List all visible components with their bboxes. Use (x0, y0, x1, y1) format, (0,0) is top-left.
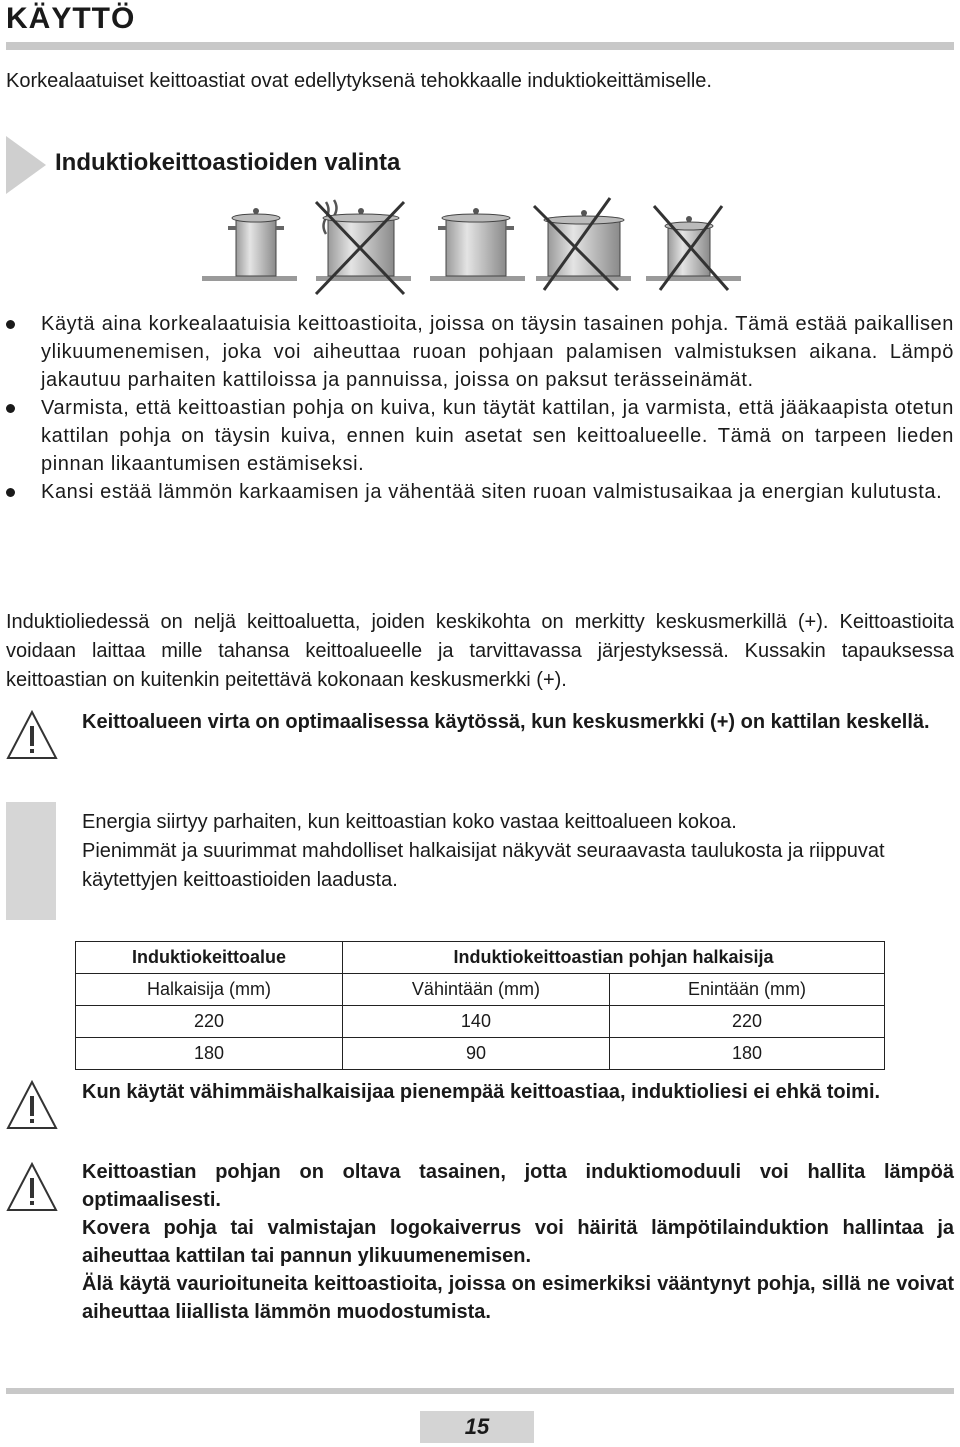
page-number: 15 (420, 1411, 534, 1443)
table-row (76, 1038, 885, 1070)
bullet-list (6, 310, 954, 506)
section-arrow-icon (6, 136, 46, 194)
list-item: Varmista, että keittoastian pohja on kuiva, kun täytät kattilan, ja varmista, että jääkaapista otetun kattilan pohja on täysin kuiva, ennen kuin asetat sen keittoalueelle. Tämä on tarpeen lieden pinnan likaantumisen estämiseksi. (6, 394, 954, 478)
title-rule (6, 42, 954, 50)
info-line: Energia siirtyy parhaiten, kun keittoastian koko vastaa keittoalueen kokoa. (82, 811, 737, 833)
table-subheader: Enintään (mm) (609, 974, 884, 1006)
table-row (76, 1006, 885, 1038)
table-subheader: Vähintään (mm) (342, 974, 609, 1006)
warning-triangle-icon (6, 710, 58, 760)
info-marker (6, 802, 56, 920)
warning-triangle-icon (6, 1162, 58, 1212)
bullet-icon (6, 320, 15, 329)
cookware-suitability-icon (198, 194, 748, 298)
table-row (76, 974, 885, 1006)
body-paragraph: Induktioliedessä on neljä keittoaluetta, joiden keskikohta on merkitty keskusmerkillä (+). Keittoastioita voidaan laittaa mille tahansa keittoalueelle ja tarvittavassa järjestyksessä. Kussakin tapauksessa keittoastian on kuitenkin peitettävä kokonaan keskusmerkki (+). (6, 611, 954, 691)
section-title: Induktiokeittoastioiden valinta (55, 149, 401, 176)
warning-text: Älä käytä vaurioituneita keittoastioita, joissa on esimerkiksi vääntynyt pohja, sillä ne voivat aiheuttaa liiallista lämmön muodostumista. (82, 1273, 954, 1323)
table-header: Induktiokeittoastian pohjan halkaisija (342, 942, 884, 974)
warning-text: Keittoastian pohjan on oltava tasainen, jotta induktiomoduuli voi hallita lämpöä optimaalisesti. (82, 1161, 954, 1211)
warning-text: Keittoalueen virta on optimaalisessa käytössä, kun keskusmerkki (+) on kattilan keskellä. (82, 711, 930, 733)
table-cell: 220 (76, 1006, 343, 1038)
warning-triangle-icon (6, 1080, 58, 1130)
warning-text: Kun käytät vähimmäishalkaisijaa pienempää keittoastiaa, induktioliesi ei ehkä toimi. (82, 1081, 881, 1103)
table-cell: 180 (76, 1038, 343, 1070)
table-subheader: Halkaisija (mm) (76, 974, 343, 1006)
list-item: Käytä aina korkealaatuisia keittoastioita, joissa on täysin tasainen pohja. Tämä estää paikallisen ylikuumenemisen, joka voi aiheuttaa ruoan pohjaan palamisen valmistuksen aikana. Lämpö jakautuu parhaiten kattiloissa ja pannuissa, joissa on paksut terässeinämät. (6, 310, 954, 394)
bullet-icon (6, 404, 15, 413)
table-cell: 90 (342, 1038, 609, 1070)
table-cell: 180 (609, 1038, 884, 1070)
footer-rule (6, 1388, 954, 1394)
warning-text-block (82, 1158, 954, 1326)
info-text (82, 808, 960, 895)
warning-text: Kovera pohja tai valmistajan logokaiverrus voi häiritä lämpötilainduktion hallintaa ja aiheuttaa kattilan tai pannun ylikuumenemisen. (82, 1217, 954, 1267)
table-header: Induktiokeittoalue (76, 942, 343, 974)
diameter-table (75, 941, 885, 1070)
table-cell: 220 (609, 1006, 884, 1038)
list-item: Kansi estää lämmön karkaamisen ja vähentää siten ruoan valmistusaikaa ja energian kulutusta. (6, 478, 954, 506)
table-row (76, 942, 885, 974)
intro-text: Korkealaatuiset keittoastiat ovat edellytyksenä tehokkaalle induktiokeittämiselle. (6, 70, 712, 92)
table-cell: 140 (342, 1006, 609, 1038)
info-line: Pienimmät ja suurimmat mahdolliset halkaisijat näkyvät seuraavasta taulukosta ja riippuvat käytettyjen keittoastioiden laadusta. (82, 840, 885, 891)
bullet-icon (6, 488, 15, 497)
page-title: KÄYTTÖ (6, 2, 136, 35)
